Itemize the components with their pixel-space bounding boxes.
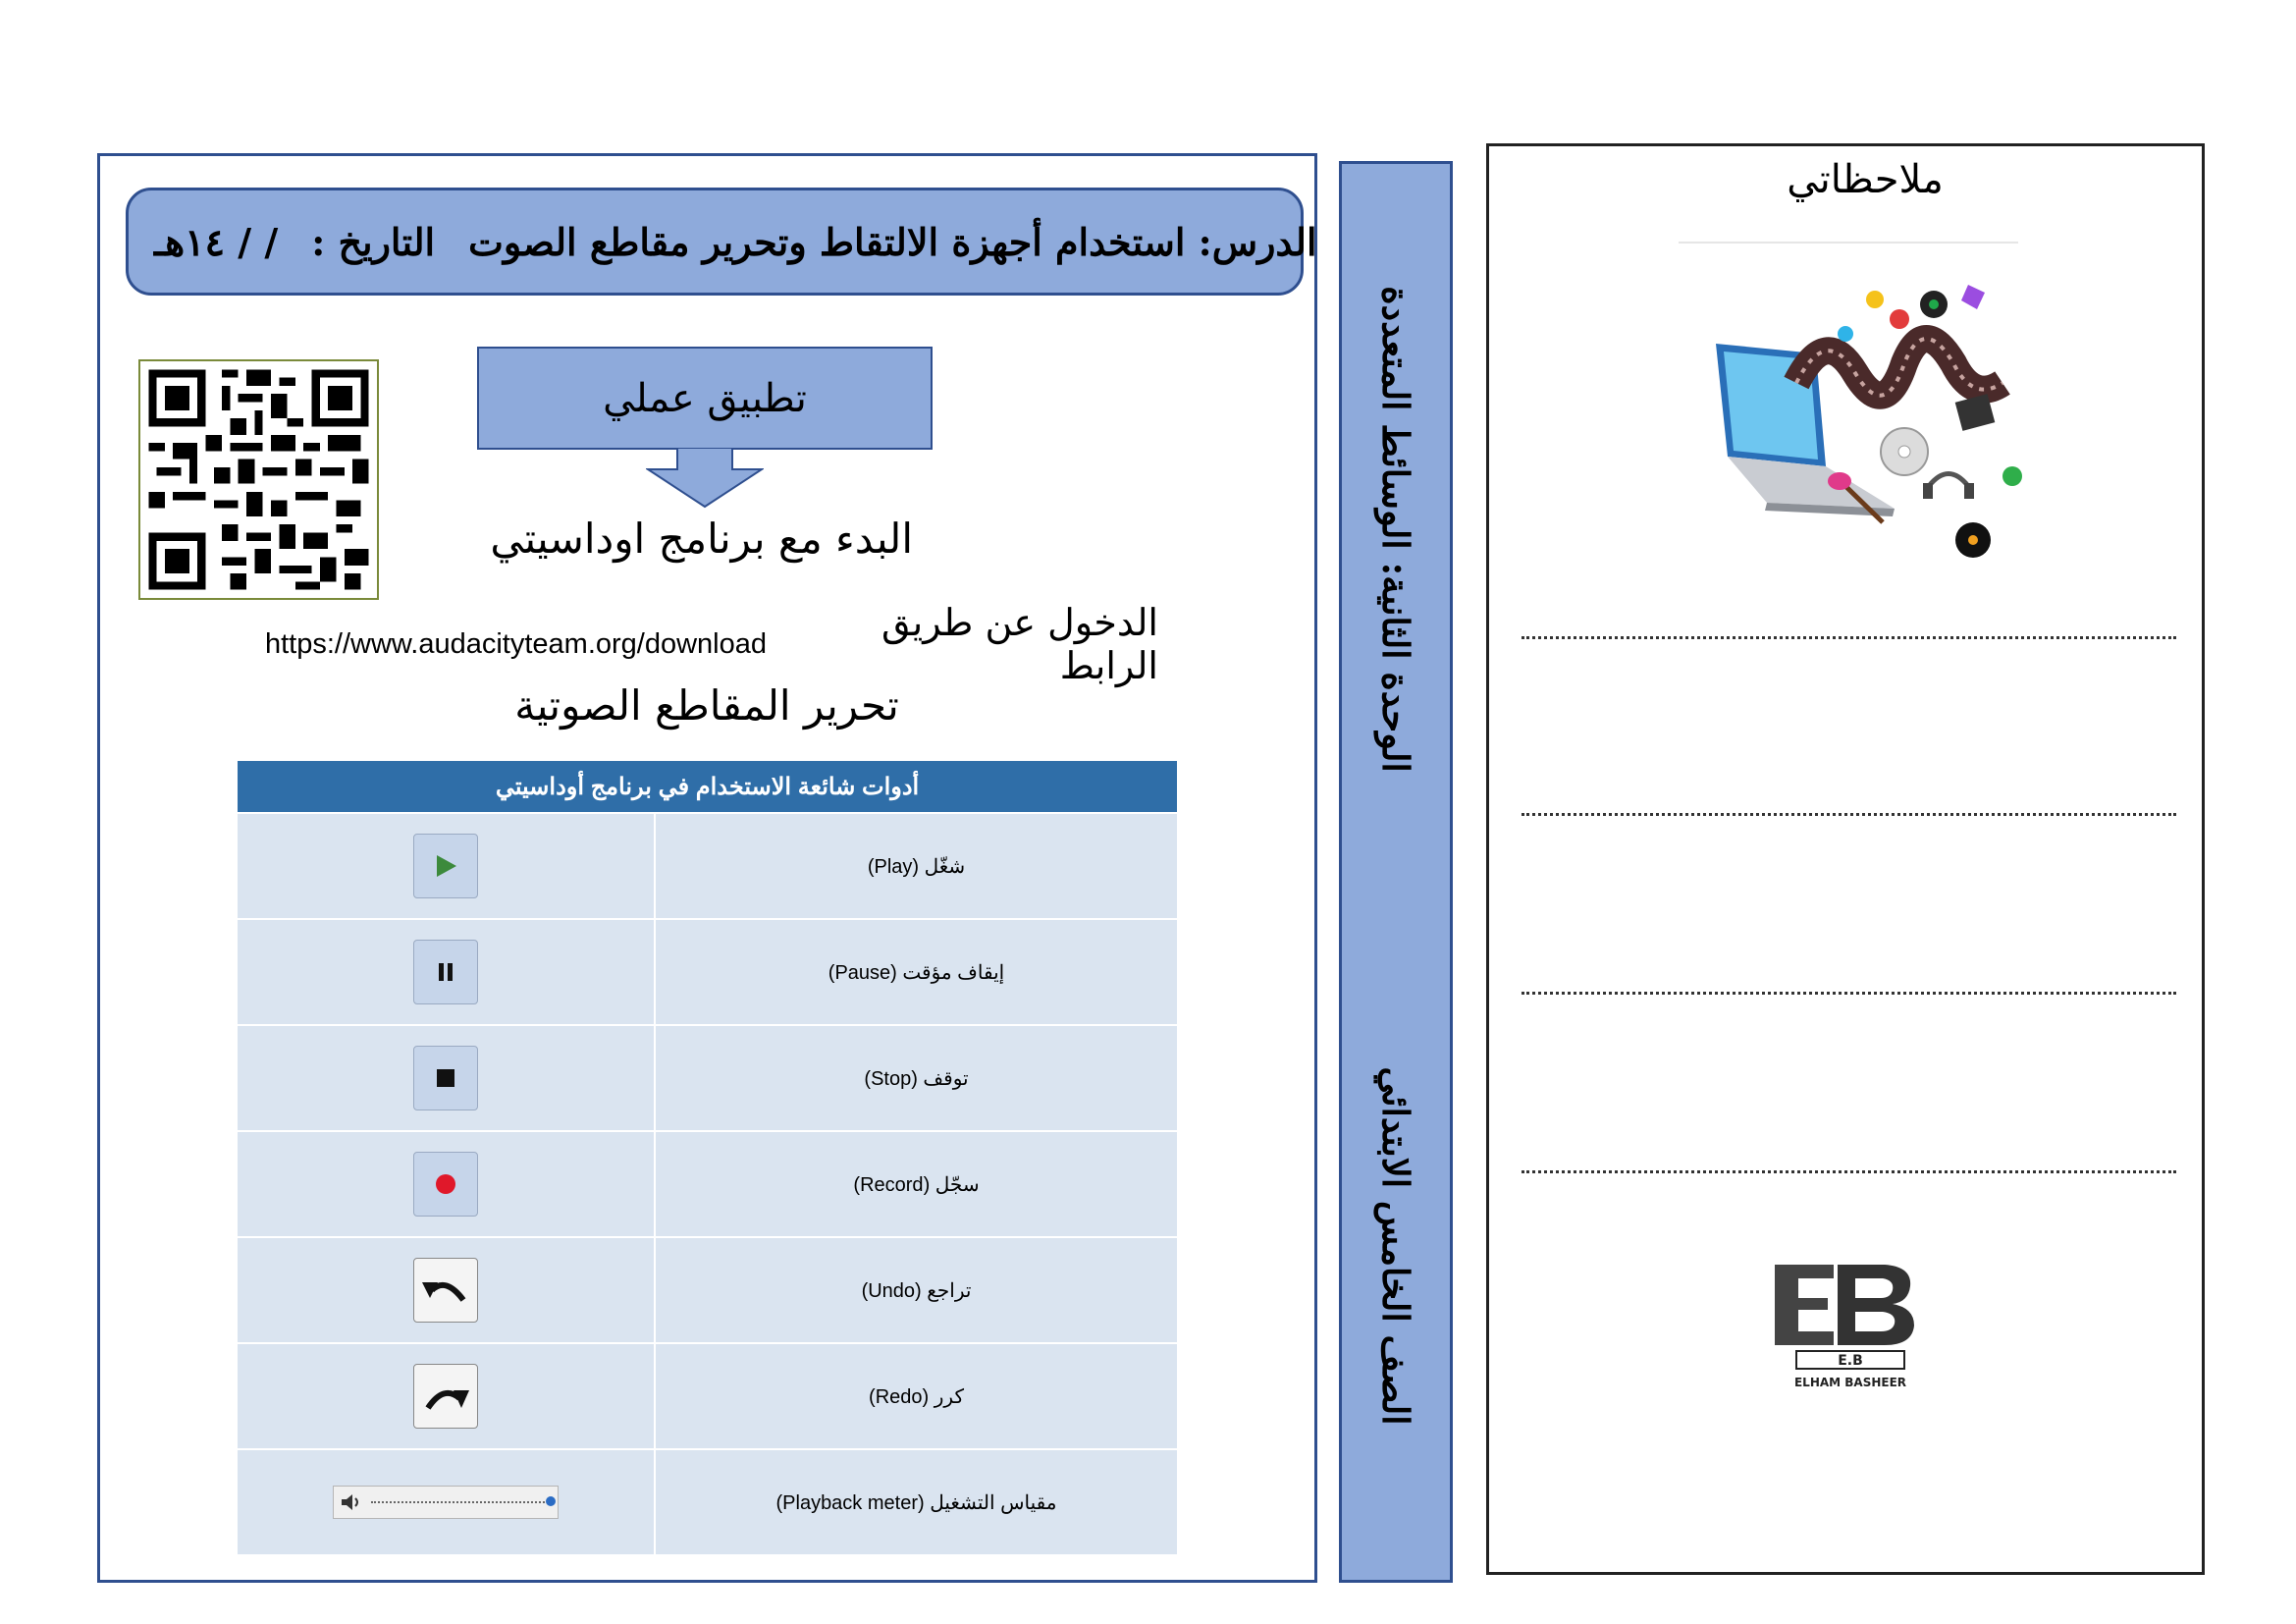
stop-button[interactable] [413, 1046, 478, 1110]
play-icon [433, 853, 458, 879]
lesson-title-bar [126, 188, 1317, 296]
record-icon [434, 1172, 457, 1196]
notes-line [1522, 636, 2176, 639]
table-row [238, 1238, 1177, 1342]
tool-name: كرر (Redo) [656, 1344, 1177, 1448]
tool-name: سجّل (Record) [656, 1132, 1177, 1236]
pause-icon [434, 960, 457, 984]
stop-icon [434, 1066, 457, 1090]
icon-cell [238, 1026, 654, 1130]
unit-title: الوحدة الثانية: الوسائط المتعددة [1374, 286, 1417, 773]
undo-button[interactable] [413, 1258, 478, 1323]
practice-label-box: تطبيق عملي [477, 347, 933, 450]
icon-cell [238, 920, 654, 1024]
table-row [238, 814, 1177, 918]
undo-icon [420, 1271, 471, 1310]
qr-code[interactable] [138, 359, 379, 600]
audacity-tools-table [238, 761, 1177, 1554]
redo-icon [420, 1377, 471, 1416]
notes-line [1522, 1170, 2176, 1173]
meter-handle[interactable] [546, 1496, 556, 1506]
icon-cell [238, 1450, 654, 1554]
record-button[interactable] [413, 1152, 478, 1217]
tool-name: شغّل (Play) [656, 814, 1177, 918]
grade-title: الصف الخامس الابتدائي [1374, 1066, 1417, 1426]
play-button[interactable] [413, 834, 478, 898]
logo-letters: E.B [1838, 1353, 1863, 1369]
table-row [238, 1344, 1177, 1448]
download-link-line [265, 601, 1158, 687]
table-header: أدوات شائعة الاستخدام في برنامج أوداسيتي [238, 761, 1177, 812]
speaker-icon [340, 1492, 363, 1512]
icon-cell [238, 1132, 654, 1236]
multimedia-laptop-image [1708, 265, 2022, 560]
playback-meter-slider[interactable] [333, 1486, 559, 1519]
date-value: / / ١٤هـ [154, 219, 279, 264]
tool-name: إيقاف مؤقت (Pause) [656, 920, 1177, 1024]
eb-logo [1757, 1257, 1944, 1394]
edit-audio-heading: تحرير المقاطع الصوتية [514, 681, 899, 730]
icon-cell [238, 1238, 654, 1342]
table-row [238, 1026, 1177, 1130]
table-row [238, 920, 1177, 1024]
download-link[interactable]: https://www.audacityteam.org/download [265, 627, 767, 660]
logo-caption: ELHAM BASHEER [1793, 1376, 1907, 1389]
redo-button[interactable] [413, 1364, 478, 1429]
down-arrow-icon [646, 448, 764, 509]
table-row [238, 1132, 1177, 1236]
notes-line [1522, 813, 2176, 816]
unit-strip [1339, 161, 1453, 1583]
notes-divider [1679, 242, 2018, 244]
date-label: التاريخ : [311, 219, 436, 264]
start-audacity-text: البدء مع برنامج اوداسيتي [490, 514, 913, 563]
notes-title: ملاحظاتي [1787, 157, 1944, 202]
icon-cell [238, 814, 654, 918]
tool-name: تراجع (Undo) [656, 1238, 1177, 1342]
lesson-title: الدرس: استخدام أجهزة الالتقاط وتحرير مقاطع الصوت [468, 219, 1317, 264]
tool-name: توقف (Stop) [656, 1026, 1177, 1130]
link-label: الدخول عن طريق الرابط [881, 601, 1158, 687]
notes-line [1522, 992, 2176, 995]
pause-button[interactable] [413, 940, 478, 1004]
meter-track [371, 1501, 552, 1503]
tool-name: مقياس التشغيل (Playback meter) [656, 1450, 1177, 1554]
table-row [238, 1450, 1177, 1554]
icon-cell [238, 1344, 654, 1448]
